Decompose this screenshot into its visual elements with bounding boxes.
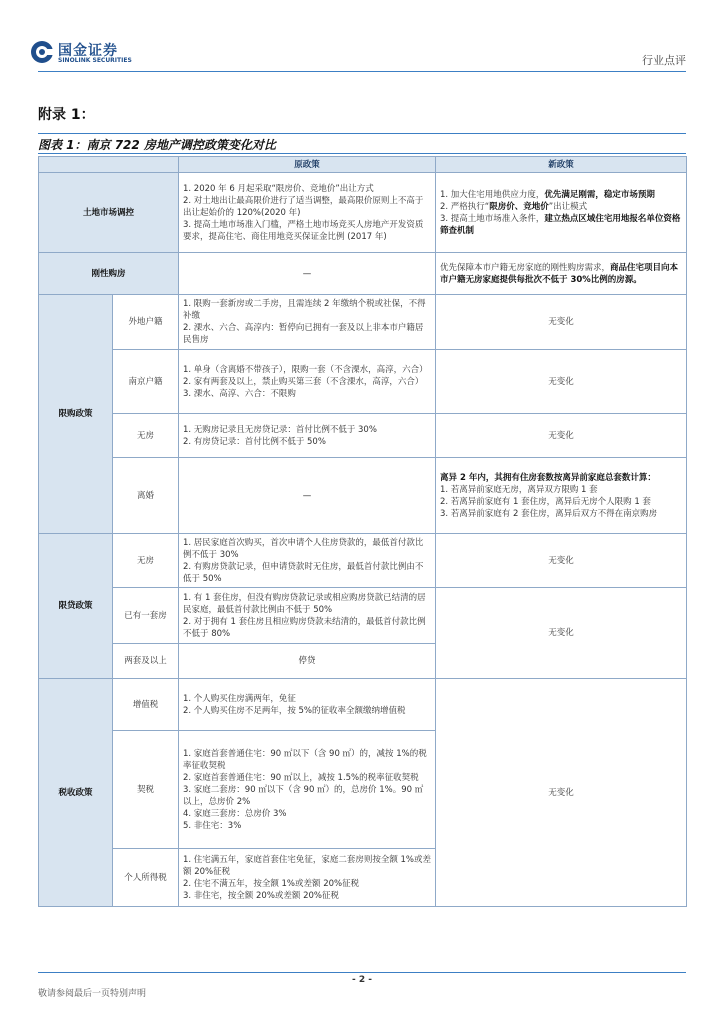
sub-no-house: 无房	[113, 534, 179, 588]
purchase-old-line: 1. 限购一套新房或二手房，且需连续 2 年缴纳个税或社保，不得补缴	[183, 299, 426, 321]
land-old-line: 3. 提高土地市场准入门槛，严格土地市场竞买人房地产开发资质要求，提高住宅、商住用地竞买保证金比例 (2017 年)	[183, 219, 424, 242]
credit-old-policy	[179, 588, 436, 644]
purchase-old-line: 1. 单身（含离婚不带孩子），限购一套（不含溧水，高淳，六合）	[183, 364, 428, 375]
rigid-old-policy: —	[179, 253, 436, 295]
table-row	[39, 173, 687, 253]
table-row	[39, 295, 687, 350]
policy-comparison-table	[38, 156, 687, 907]
land-new-line: 1. 加大住宅用地供应力度，优先满足刚需，稳定市场预期	[440, 189, 655, 200]
header-divider	[38, 71, 686, 72]
land-new-line: 3. 提高土地市场准入条件，建立热点区域住宅用地报名单位资格筛查机制	[440, 213, 681, 236]
no-change-label: 无变化	[436, 588, 687, 679]
table-row	[39, 458, 687, 534]
sub-two-plus-houses: 两套及以上	[113, 644, 179, 679]
purchase-old-policy	[179, 414, 436, 458]
category-purchase-restriction: 限购政策	[39, 295, 113, 534]
tax-old-policy	[179, 731, 436, 849]
purchase-old-line: 3. 溧水、高淳、六合：不限购	[183, 388, 296, 399]
tax-old-policy	[179, 679, 436, 731]
figure-title: 图表 1：南京 722 房地产调控政策变化对比	[38, 138, 276, 152]
sub-nanjing-hukou: 南京户籍	[113, 350, 179, 414]
divorce-new-line: 2. 若离异前家庭有 1 套住房，离异后无房个人限购 1 套	[440, 496, 651, 507]
figure-divider-bottom	[38, 153, 686, 154]
divorce-new-line: 3. 若离异前家庭有 2 套住房，离异后双方不得在南京购房	[440, 508, 658, 519]
company-name-cn: 国金证券	[58, 43, 118, 59]
footer-divider	[38, 972, 686, 973]
tax-old-line: 2. 个人购买住房不足两年，按 5%的征收率全额缴纳增值税	[183, 705, 406, 716]
page-number: - 2 -	[352, 975, 372, 985]
footer-disclaimer: 敬请参阅最后一页特别声明	[38, 989, 147, 999]
tax-old-line: 4. 家庭三套房：总房价 3%	[183, 808, 287, 819]
tax-old-line: 3. 非住宅，按全额 20%或差额 20%征税	[183, 890, 340, 901]
rigid-new-policy: 优先保障本市户籍无房家庭的刚性购房需求，商品住宅项目向本市户籍无房家庭提供每批次不低于 30%比例的房源。	[436, 253, 687, 295]
appendix-heading: 附录 1：	[38, 107, 95, 123]
category-land-market: 土地市场调控	[39, 173, 179, 253]
category-tax-policy: 税收政策	[39, 679, 113, 907]
sub-vat: 增值税	[113, 679, 179, 731]
tax-old-line: 1. 个人购买住房满两年，免征	[183, 693, 296, 704]
sub-divorce: 离婚	[113, 458, 179, 534]
tax-old-line: 3. 家庭二套房：90 ㎡以下（含 90 ㎡）的，总房价 1%。90 ㎡以上，总房价 2%	[183, 784, 424, 807]
table-row	[39, 414, 687, 458]
tax-old-line: 1. 家庭首套普通住宅：90 ㎡以下（含 90 ㎡）的，减按 1%的税率征收契税	[183, 748, 427, 771]
tax-old-line: 2. 家庭首套普通住宅：90 ㎡以上，减按 1.5%的税率征收契税	[183, 772, 419, 783]
land-old-policy	[179, 173, 436, 253]
company-logo	[30, 40, 140, 68]
purchase-old-line: 2. 溧水、六合、高淳内：暂停向已拥有一套及以上非本市户籍居民售房	[183, 323, 424, 345]
divorce-new-policy	[436, 458, 687, 534]
header-new-policy: 新政策	[436, 157, 687, 173]
category-rigid-demand: 刚性购房	[39, 253, 179, 295]
land-new-policy	[436, 173, 687, 253]
credit-old-line: 2. 有购房贷款记录，但申请贷款时无住房，最低首付款比例由不低于 50%	[183, 561, 424, 584]
table-header-row	[39, 157, 687, 173]
tax-old-policy	[179, 849, 436, 907]
sub-income-tax: 个人所得税	[113, 849, 179, 907]
land-new-line: 2. 严格执行“限房价、竞地价”出让模式	[440, 201, 588, 212]
divorce-old-policy: —	[179, 458, 436, 534]
purchase-old-line: 2. 家有两套及以上，禁止购买第三套（不含溧水，高淳，六合）	[183, 376, 424, 387]
purchase-old-line: 1. 无购房记录且无房贷记录：首付比例不低于 30%	[183, 424, 377, 435]
sub-one-house: 已有一套房	[113, 588, 179, 644]
no-change-label: 无变化	[436, 534, 687, 588]
table-row	[39, 350, 687, 414]
document-type: 行业点评	[642, 54, 686, 67]
credit-old-line: 1. 居民家庭首次购买，首次申请个人住房贷款的，最低首付款比例不低于 30%	[183, 537, 424, 560]
purchase-old-policy	[179, 295, 436, 350]
tax-old-line: 2. 住宅不满五年，按全额 1%或差额 20%征税	[183, 878, 360, 889]
tax-old-line: 5. 非住宅：3%	[183, 820, 242, 831]
credit-old-line: 2. 对于拥有 1 套住房且相应购房贷款未结清的，最低首付款比例不低于 80%	[183, 616, 426, 639]
no-change-label: 无变化	[436, 679, 687, 907]
sub-no-house: 无房	[113, 414, 179, 458]
divorce-new-heading: 离异 2 年内，其拥有住房套数按离异前家庭总套数计算：	[440, 472, 656, 483]
table-row	[39, 679, 687, 731]
company-name-en: SINOLINK SECURITIES	[58, 57, 132, 64]
credit-stop-loan: 停贷	[179, 644, 436, 679]
page-header	[0, 0, 724, 76]
purchase-old-policy	[179, 350, 436, 414]
sinolink-logo-icon	[30, 40, 54, 64]
credit-old-policy	[179, 534, 436, 588]
credit-old-line: 1. 有 1 套住房，但没有购房贷款记录或相应购房贷款已结清的居民家庭，最低首付款比例由不低于 50%	[183, 592, 426, 615]
purchase-old-line: 2. 有房贷记录：首付比例不低于 50%	[183, 436, 326, 447]
land-old-line: 1. 2020 年 6 月起采取“限房价、竞地价”出让方式	[183, 183, 374, 194]
divorce-new-line: 1. 若离异前家庭无房，离异双方限购 1 套	[440, 484, 598, 495]
no-change-label: 无变化	[436, 350, 687, 414]
land-old-line: 2. 对土地出让最高限价进行了适当调整，最高限价原则上不高于出让起始价的 120%(2020 年)	[183, 195, 424, 218]
figure-divider-top	[38, 133, 686, 134]
sub-deed-tax: 契税	[113, 731, 179, 849]
sub-nonlocal-hukou: 外地户籍	[113, 295, 179, 350]
header-old-policy: 原政策	[179, 157, 436, 173]
no-change-label: 无变化	[436, 295, 687, 350]
no-change-label: 无变化	[436, 414, 687, 458]
table-row	[39, 534, 687, 588]
header-blank	[39, 157, 179, 173]
table-row	[39, 253, 687, 295]
tax-old-line: 1. 住宅满五年，家庭首套住宅免征，家庭二套房则按全额 1%或差额 20%征税	[183, 854, 432, 877]
category-credit-restriction: 限贷政策	[39, 534, 113, 679]
table-row	[39, 588, 687, 644]
